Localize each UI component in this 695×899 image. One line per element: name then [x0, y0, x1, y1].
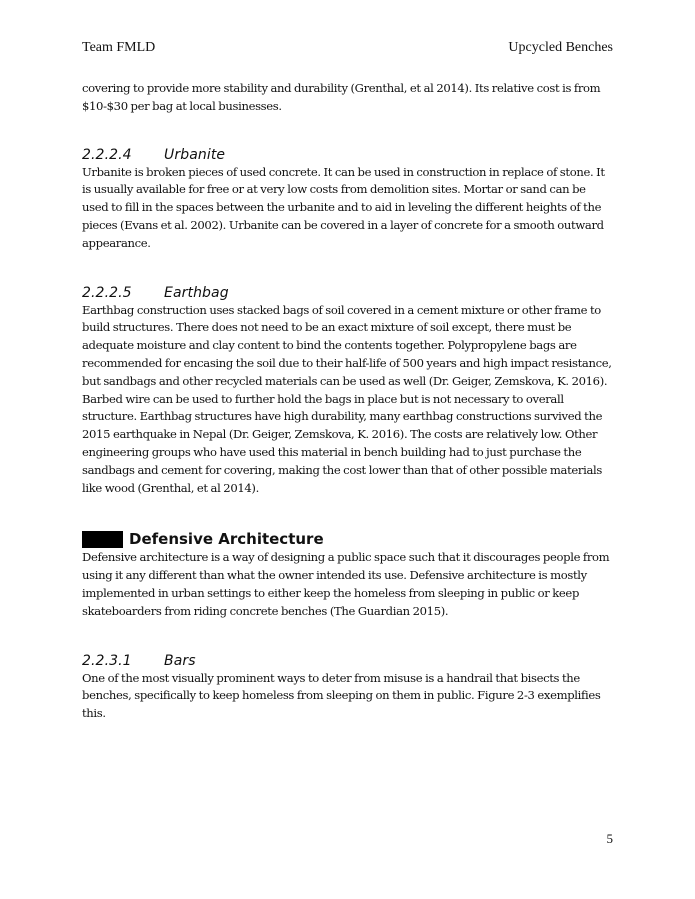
page-number: 5 [606, 831, 613, 846]
continued-paragraph: covering to provide more stability and durability (Grenthal, et al 2014). Its relative cost is from $10-$30 per bag at local businesses. [82, 81, 601, 113]
section-title: Earthbag [164, 284, 229, 301]
redacted-section-number [82, 531, 123, 548]
section-body-urbanite: Urbanite is broken pieces of used concrete. It can be used in construction in replace of stone. It is usually available for free or at very low costs from demolition sites. Mortar or sand can be used to fill in the spaces between the urbanite and to aid in leveling the different heights of the pieces (Evans et al. 2002). Urbanite can be covered in a layer of concrete for a smooth outward appearance. [82, 164, 605, 250]
section-urbanite [82, 146, 614, 253]
major-section-title: Defensive Architecture [129, 530, 324, 549]
section-heading-urbanite [82, 146, 614, 164]
section-title: Bars [164, 652, 196, 669]
major-section-body: Defensive architecture is a way of designing a public space such that it discourages people from using it any different than what the owner intended its use. Defensive architecture is mostly implemented in urban settings to either keep the homeless from sleeping in public or keep skateboarders from riding concrete benches (The Guardian 2015). [82, 550, 610, 618]
section-number: 2.2.2.4 [82, 146, 132, 163]
major-section-heading [82, 529, 614, 549]
section-heading-bars [82, 652, 614, 670]
header-project-title: Upcycled Benches [508, 40, 613, 55]
section-heading-earthbag [82, 284, 614, 302]
section-defensive-architecture [82, 529, 614, 620]
running-header [82, 40, 613, 58]
section-bars [82, 652, 614, 723]
header-team-name: Team FMLD [82, 40, 156, 55]
page-content [82, 80, 614, 723]
section-number: 2.2.3.1 [82, 652, 132, 669]
section-body-earthbag: Earthbag construction uses stacked bags of soil covered in a cement mixture or other frame to build structures. There does not need to be an exact mixture of soil except, there must be adequate moisture and clay content to bind the contents together. Polypropylene bags are recommended for encasing the soil due to their half-life of 500 years and high impact resistance, but sandbags and other recycled materials can be used as well (Dr. Geiger, Zemskova, K. 2016). Barbed wire can be used to further hold the bags in place but is not necessary to overall structure. Earthbag structures have high durability, many earthbag constructions survived the 2015 earthquake in Nepal (Dr. Geiger, Zemskova, K. 2016). The costs are relatively low. Other engineering groups who have used this material in bench building had to just purchase the sandbags and cement for covering, making the cost lower than that of other possible materials like wood (Grenthal, et al 2014). [82, 302, 612, 495]
section-title: Urbanite [164, 146, 226, 163]
section-earthbag [82, 284, 614, 498]
section-number: 2.2.2.5 [82, 284, 132, 301]
section-body-bars: One of the most visually prominent ways to deter from misuse is a handrail that bisects the benches, specifically to keep homeless from sleeping on them in public. Figure 2-3 exemplifies this. [82, 670, 601, 721]
